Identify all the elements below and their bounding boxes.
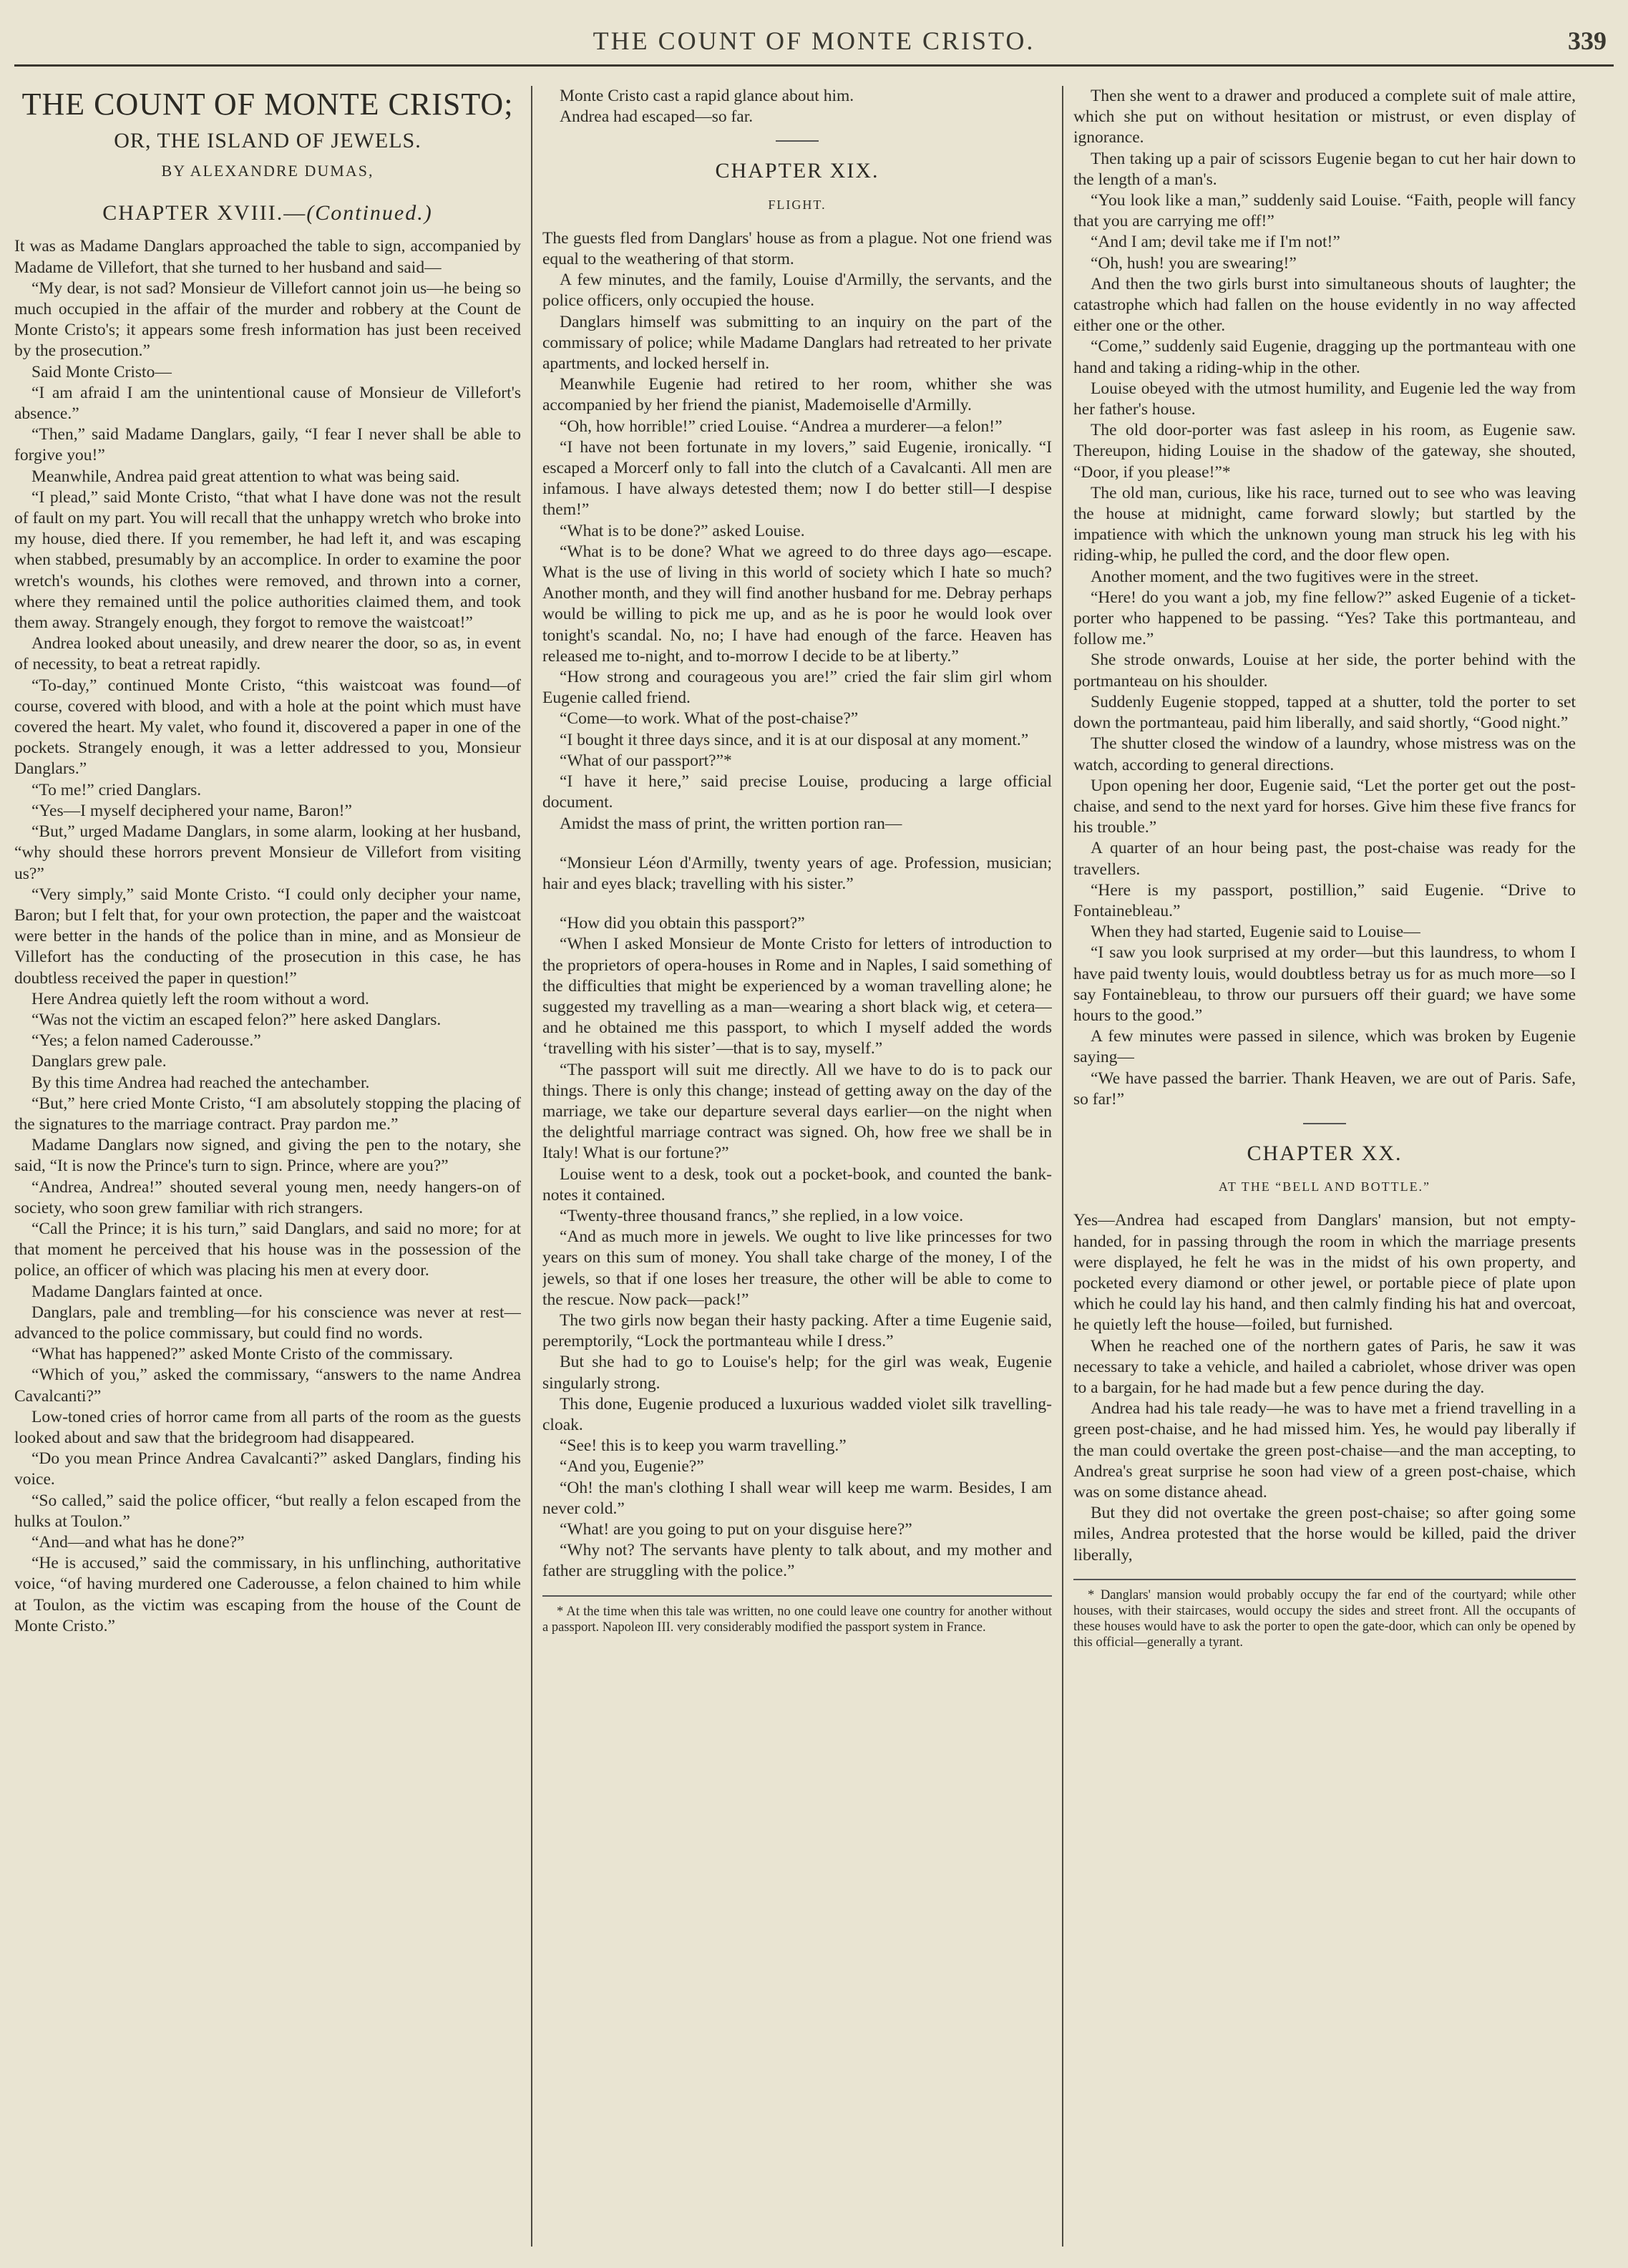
paragraph: But she had to go to Louise's help; for the girl was weak, Eugenie singularly strong. <box>542 1353 1052 1393</box>
paragraph: “What is to be done? What we agreed to do three days ago—escape. What is the use of living in this world of society which I hate so much? Another month, and they will find another husband for me. Debray perhaps would be willing to pick me up, and as he is poor he would look over tonight's scandal. No, no; I have had enough of the farce. Heaven has released me to-night, and to-morrow I decide to be at liberty.” <box>542 542 1052 666</box>
chapter-subheading: AT THE “BELL AND BOTTLE.” <box>1218 1179 1431 1194</box>
paragraph: “Call the Prince; it is his turn,” said Danglars, and said no more; for at that moment he perceived that his house was in the possession of the police, an officer of which was placing his men at every door. <box>14 1219 521 1280</box>
paragraph: “But,” urged Madame Danglars, in some alarm, looking at her husband, “why should these horrors prevent Monsieur de Villefort from visiting us?” <box>14 822 521 883</box>
chapter-subheading: FLIGHT. <box>768 197 827 212</box>
page-number: 339 <box>1568 26 1607 55</box>
paragraph: Monte Cristo cast a rapid glance about him. <box>560 87 854 105</box>
paragraph: “Which of you,” asked the commissary, “answers to the name Andrea Cavalcanti?” <box>14 1366 521 1406</box>
paragraph: “Oh! the man's clothing I shall wear will keep me warm. Besides, I am never cold.” <box>542 1478 1052 1518</box>
paragraph: Louise obeyed with the utmost humility, and Eugenie led the way from her father's house. <box>1073 379 1576 419</box>
paragraph: “Here! do you want a job, my fine fellow?” asked Eugenie of a ticket-porter who happened to be passing. “Yes? Take this portmanteau, and follow me.” <box>1073 588 1576 649</box>
paragraph: “I saw you look surprised at my order—but this laundress, to whom I have paid twenty louis, would doubtless betray us for as much more—so I say Fontainebleau, to throw our pursuers off their guard; we have some hours to the good.” <box>1073 943 1576 1025</box>
footnote: * Danglars' mansion would probably occupy the far end of the courtyard; while other houses, with their staircases, would occupy the sides and street front. All the occupants of these houses would have to ask the porter to open the gate-door, which can only be opened by this official—generally a tyrant. <box>1073 1587 1576 1650</box>
paragraph: Low-toned cries of horror came from all parts of the room as the guests looked about and saw that the bridegroom had disappeared. <box>14 1407 521 1447</box>
paragraph: Upon opening her door, Eugenie said, “Let the porter get out the post-chaise, and send to the next yard for horses. Give him these five francs for his trouble.” <box>1073 776 1576 837</box>
paragraph: “Here is my passport, postillion,” said Eugenie. “Drive to Fontainebleau.” <box>1073 880 1576 920</box>
paragraph: Andrea looked about uneasily, and drew nearer the door, so as, in event of necessity, to beat a retreat rapidly. <box>14 634 521 674</box>
paragraph: “Do you mean Prince Andrea Cavalcanti?” asked Danglars, finding his voice. <box>14 1449 521 1489</box>
column-divider <box>1062 86 1063 2247</box>
paragraph: “So called,” said the police officer, “but really a felon escaped from the hulks at Toulon.” <box>14 1491 521 1531</box>
paragraph: “Then,” said Madame Danglars, gaily, “I fear I never shall be able to forgive you!” <box>14 425 521 465</box>
paragraph: “Come,” suddenly said Eugenie, dragging up the portmanteau with one hand and taking a riding-whip in the other. <box>1073 337 1576 377</box>
paragraph: “What has happened?” asked Monte Cristo of the commissary. <box>31 1345 454 1364</box>
column-3 <box>1073 86 1576 2247</box>
paragraph: “Yes; a felon named Caderousse.” <box>31 1031 261 1051</box>
paragraph: “You look like a man,” suddenly said Louise. “Faith, people will fancy that you are carrying me off!” <box>1073 191 1576 231</box>
column-2-body-continued <box>542 913 1052 1582</box>
paragraph: It was as Madame Danglars approached the table to sign, accompanied by Madame de Villefort, that she turned to her husband and said— <box>14 237 521 277</box>
paragraph: Danglars grew pale. <box>31 1052 167 1071</box>
paragraph: Madame Danglars fainted at once. <box>31 1282 263 1301</box>
paragraph: “I bought it three days since, and it is at our disposal at any moment.” <box>560 730 1029 749</box>
paragraph: “What is to be done?” asked Louise. <box>560 521 805 540</box>
paragraph: “Andrea, Andrea!” shouted several young men, needy hangers-on of society, who soon grew familiar with rich strangers. <box>14 1177 521 1217</box>
paragraph: “Oh, hush! you are swearing!” <box>1091 253 1297 273</box>
paragraph: “I plead,” said Monte Cristo, “that what I have done was not the result of fault on my part. You will recall that the unhappy wretch who broke into my house, died there. If you remember, he had left it, and was escaping when stabbed, presumably by an accomplice. In order to examine the poor wretch's wounds, his clothes were removed, and thrown into a corner, where they remained until the police authorities claimed them, and took them away. Strangely enough, they forgot to remove the waistcoat!” <box>14 487 521 633</box>
column-3-body <box>1073 86 1576 1110</box>
footnote: * At the time when this tale was written, no one could leave one country for another without a passport. Napoleon III. very considerably modified the passport system in France. <box>542 1604 1052 1635</box>
paragraph: A few minutes were passed in silence, which was broken by Eugenie saying— <box>1073 1027 1576 1067</box>
paragraph: Suddenly Eugenie stopped, tapped at a shutter, told the porter to set down the portmanteau, paid him liberally, and said shortly, “Good night.” <box>1073 692 1576 733</box>
column-1 <box>14 86 521 2247</box>
paragraph: Amidst the mass of print, the written portion ran— <box>560 814 902 833</box>
paragraph: Another moment, and the two fugitives were in the street. <box>1091 567 1479 586</box>
paragraph: Andrea had his tale ready—he was to have met a friend travelling in a green post-chaise, and he had missed him. Yes, he would pay liberally if the man could overtake the green post-chaise—and the man accepting, to Andrea's great surprise he soon had view of a green post-chaise, which was on some distance ahead. <box>1073 1399 1576 1502</box>
page-header <box>14 21 1614 67</box>
paragraph: “The passport will suit me directly. All we have to do is to pack our things. There is only this change; instead of getting away on the day of the marriage, we take our departure several days earlier—on the night when the delightful marriage contract was signed. Oh, how free we shall be in Italy! What is our fortune?” <box>542 1060 1052 1163</box>
column-1-body <box>14 236 521 1637</box>
paragraph: And then the two girls burst into simultaneous shouts of laughter; the catastrophe which had fallen on the house evidently in no way affected either one or the other. <box>1073 274 1576 336</box>
paragraph: “And I am; devil take me if I'm not!” <box>1091 233 1340 252</box>
paragraph: “To-day,” continued Monte Cristo, “this waistcoat was found—of course, covered with blood, and with a hole at the point which must have covered the heart. My valet, who found it, discovered a paper in one of the pockets. Strangely enough, it was a letter addressed to you, Monsieur Danglars.” <box>14 676 521 779</box>
section-rule <box>776 140 819 142</box>
paragraph: She strode onwards, Louise at her side, the porter behind with the portmanteau on his shoulder. <box>1073 651 1576 691</box>
paragraph: “Why not? The servants have plenty to talk about, and my mother and father are struggling with the police.” <box>542 1541 1052 1581</box>
paragraph: Yes—Andrea had escaped from Danglars' mansion, but not empty-handed, for in passing through the room in which the marriage presents were displayed, he felt he was in the midst of his own property, and pocketed every diamond or other jewel, or portable piece of plate upon which he could lay his hand, and then calmly finding his hat and overcoat, he quietly left the house—foiled, but furnished. <box>1073 1211 1576 1335</box>
passport-quote <box>542 853 1052 895</box>
paragraph: Danglars himself was submitting to an inquiry on the part of the commissary of police; while Madame Danglars had retreated to her private apartments, and locked herself in. <box>542 312 1052 374</box>
column-3-body-continued <box>1073 1210 1576 1565</box>
paragraph: When they had started, Eugenie said to Louise— <box>1091 923 1420 942</box>
paragraph: “He is accused,” said the commissary, in his unflinching, authoritative voice, “of having murdered one Caderousse, a felon chained to him while at Toulon, as the victim was escaping from the house of the Count de Monte Cristo.” <box>14 1554 521 1635</box>
section-rule <box>1303 1123 1346 1124</box>
paragraph: The two girls now began their hasty packing. After a time Eugenie said, peremptorily, “Lock the portmanteau while I dress.” <box>542 1310 1052 1351</box>
paragraph: Meanwhile Eugenie had retired to her room, whither she was accompanied by her friend the pianist, Mademoiselle d'Armilly. <box>542 375 1052 415</box>
column-2-intro <box>542 86 1052 127</box>
chapter-heading: CHAPTER XIX. <box>715 159 879 183</box>
paragraph: “To me!” cried Danglars. <box>31 780 202 799</box>
footnote-rule <box>542 1595 1052 1597</box>
paragraph: By this time Andrea had reached the antechamber. <box>31 1073 370 1092</box>
paragraph: “But,” here cried Monte Cristo, “I am absolutely stopping the placing of the signatures to the marriage contract. Pray pardon me.” <box>14 1094 521 1134</box>
paragraph: The guests fled from Danglars' house as from a plague. Not one friend was equal to the weathering of that storm. <box>542 228 1052 269</box>
paragraph: “My dear, is not sad? Monsieur de Villefort cannot join us—he being so much occupied in the affair of the murder and robbery at the Count de Monte Cristo's; it appears some fresh information has just been received by the prosecution.” <box>14 278 521 361</box>
paragraph: “I have not been fortunate in my lovers,” said Eugenie, ironically. “I escaped a Morcerf only to fall into the clutch of a Cavalcanti. All men are infamous. I have always detested them; now I do better still—I despise them!” <box>542 437 1052 520</box>
passport-text: “Monsieur Léon d'Armilly, twenty years of age. Profession, musician; hair and eyes black; travelling with his sister.” <box>542 853 1052 893</box>
paragraph: The shutter closed the window of a laundry, whose mistress was on the watch, according to general directions. <box>1073 734 1576 774</box>
running-title: THE COUNT OF MONTE CRISTO. <box>593 26 1035 55</box>
chapter-heading <box>14 203 521 223</box>
paragraph: “How did you obtain this passport?” <box>560 914 805 933</box>
column-2 <box>542 86 1052 2247</box>
paragraph: Then she went to a drawer and produced a complete suit of male attire, which she put on without hesitation or mistrust, or even display of ignorance. <box>1073 87 1576 147</box>
paragraph: The old man, curious, like his race, turned out to see who was leaving the house at midnight, came forward slowly; but startled by the impatience with which the unknown young man struck his leg with his riding-whip, he pulled the cord, and the door flew open. <box>1073 483 1576 565</box>
paragraph: Here Andrea quietly left the room without a word. <box>31 989 369 1008</box>
paragraph: “I am afraid I am the unintentional cause of Monsieur de Villefort's absence.” <box>14 383 521 424</box>
paragraph: Louise went to a desk, took out a pocket-book, and counted the bank-notes it contained. <box>542 1164 1052 1204</box>
paragraph: “And—and what has he done?” <box>31 1533 245 1552</box>
paragraph: “What! are you going to put on your disguise here?” <box>560 1520 912 1539</box>
story-title: THE COUNT OF MONTE CRISTO; <box>21 87 514 122</box>
paragraph: Andrea had escaped—so far. <box>560 107 754 127</box>
paragraph: “How strong and courageous you are!” cried the fair slim girl whom Eugenie called friend. <box>542 668 1052 708</box>
paragraph: When he reached one of the northern gates of Paris, he saw it was necessary to take a vehicle, and hailed a cabriolet, whose driver was open to a bargain, for he had made but a few pence during the day. <box>1073 1336 1576 1397</box>
column-divider <box>531 86 532 2247</box>
paragraph: “And as much more in jewels. We ought to live like princesses for two years on this sum of money. You shall take charge of the money, I of the jewels, so that if one loses her treasure, the other will be able to come to the rescue. Now pack—pack!” <box>542 1227 1052 1309</box>
paragraph: “Oh, how horrible!” cried Louise. “Andrea a murderer—a felon!” <box>560 417 1003 436</box>
paragraph: “Was not the victim an escaped felon?” here asked Danglars. <box>31 1010 442 1029</box>
footnote-rule <box>1073 1579 1576 1580</box>
paragraph: Madame Danglars now signed, and giving the pen to the notary, she said, “It is now the Prince's turn to sign. Prince, where are you?” <box>14 1136 521 1176</box>
paragraph: “Very simply,” said Monte Cristo. “I could only decipher your name, Baron; but I felt that, for your own protection, the paper and the waistcoat were better in the hands of the police than in mine, and as Monsieur de Villefort has the conducting of the prosecution in this case, he has doubtless received the paper in question!” <box>14 885 521 988</box>
paragraph: “Twenty-three thousand francs,” she replied, in a low voice. <box>560 1206 964 1225</box>
chapter-continued: (Continued.) <box>306 201 433 225</box>
paragraph: “We have passed the barrier. Thank Heaven, we are out of Paris. Safe, so far!” <box>1073 1069 1576 1109</box>
paragraph: A few minutes, and the family, Louise d'Armilly, the servants, and the police officers, only occupied the house. <box>542 271 1052 311</box>
paragraph: “What of our passport?”* <box>560 751 732 770</box>
column-2-body <box>542 228 1052 834</box>
chapter-heading: CHAPTER XX. <box>1247 1141 1403 1165</box>
paragraph: “When I asked Monsieur de Monte Cristo for letters of introduction to the proprietors of opera-houses in Rome and in Naples, I said something of the difficulties that might be experienced by a woman travelling alone; he suggested my travelling as a man—wearing a short black wig, et cetera—and he obtained me this passport, to which I myself added the words ‘travelling with his sister’—that is to say, myself.” <box>542 935 1052 1058</box>
story-byline: BY ALEXANDRE DUMAS, <box>161 162 374 180</box>
paragraph: But they did not overtake the green post-chaise; so after going some miles, Andrea protested that the horse would be killed, paid the driver liberally, <box>1073 1504 1576 1564</box>
paragraph: The old door-porter was fast asleep in his room, as Eugenie saw. Thereupon, hiding Louise in the shadow of the gateway, she shouted, “Door, if you please!”* <box>1073 421 1576 482</box>
paragraph: Meanwhile, Andrea paid great attention to what was being said. <box>31 467 460 486</box>
paragraph: This done, Eugenie produced a luxurious wadded violet silk travelling-cloak. <box>542 1394 1052 1434</box>
paragraph: Danglars, pale and trembling—for his conscience was never at rest—advanced to the police commissary, but could find no words. <box>14 1303 521 1343</box>
paragraph: Then taking up a pair of scissors Eugenie began to cut her hair down to the length of a man's. <box>1073 149 1576 189</box>
paragraph: A quarter of an hour being past, the post-chaise was ready for the travellers. <box>1073 839 1576 879</box>
paragraph: Said Monte Cristo— <box>31 362 172 381</box>
paragraph: “See! this is to keep you warm travelling.” <box>560 1436 847 1456</box>
paragraph: “And you, Eugenie?” <box>560 1457 704 1476</box>
paragraph: “I have it here,” said precise Louise, producing a large official document. <box>542 772 1052 812</box>
paragraph: “Come—to work. What of the post-chaise?” <box>560 709 859 729</box>
paragraph: “Yes—I myself deciphered your name, Baron!” <box>31 801 352 820</box>
chapter-number: CHAPTER XVIII.— <box>102 201 307 225</box>
story-subtitle: OR, THE ISLAND OF JEWELS. <box>114 129 421 152</box>
